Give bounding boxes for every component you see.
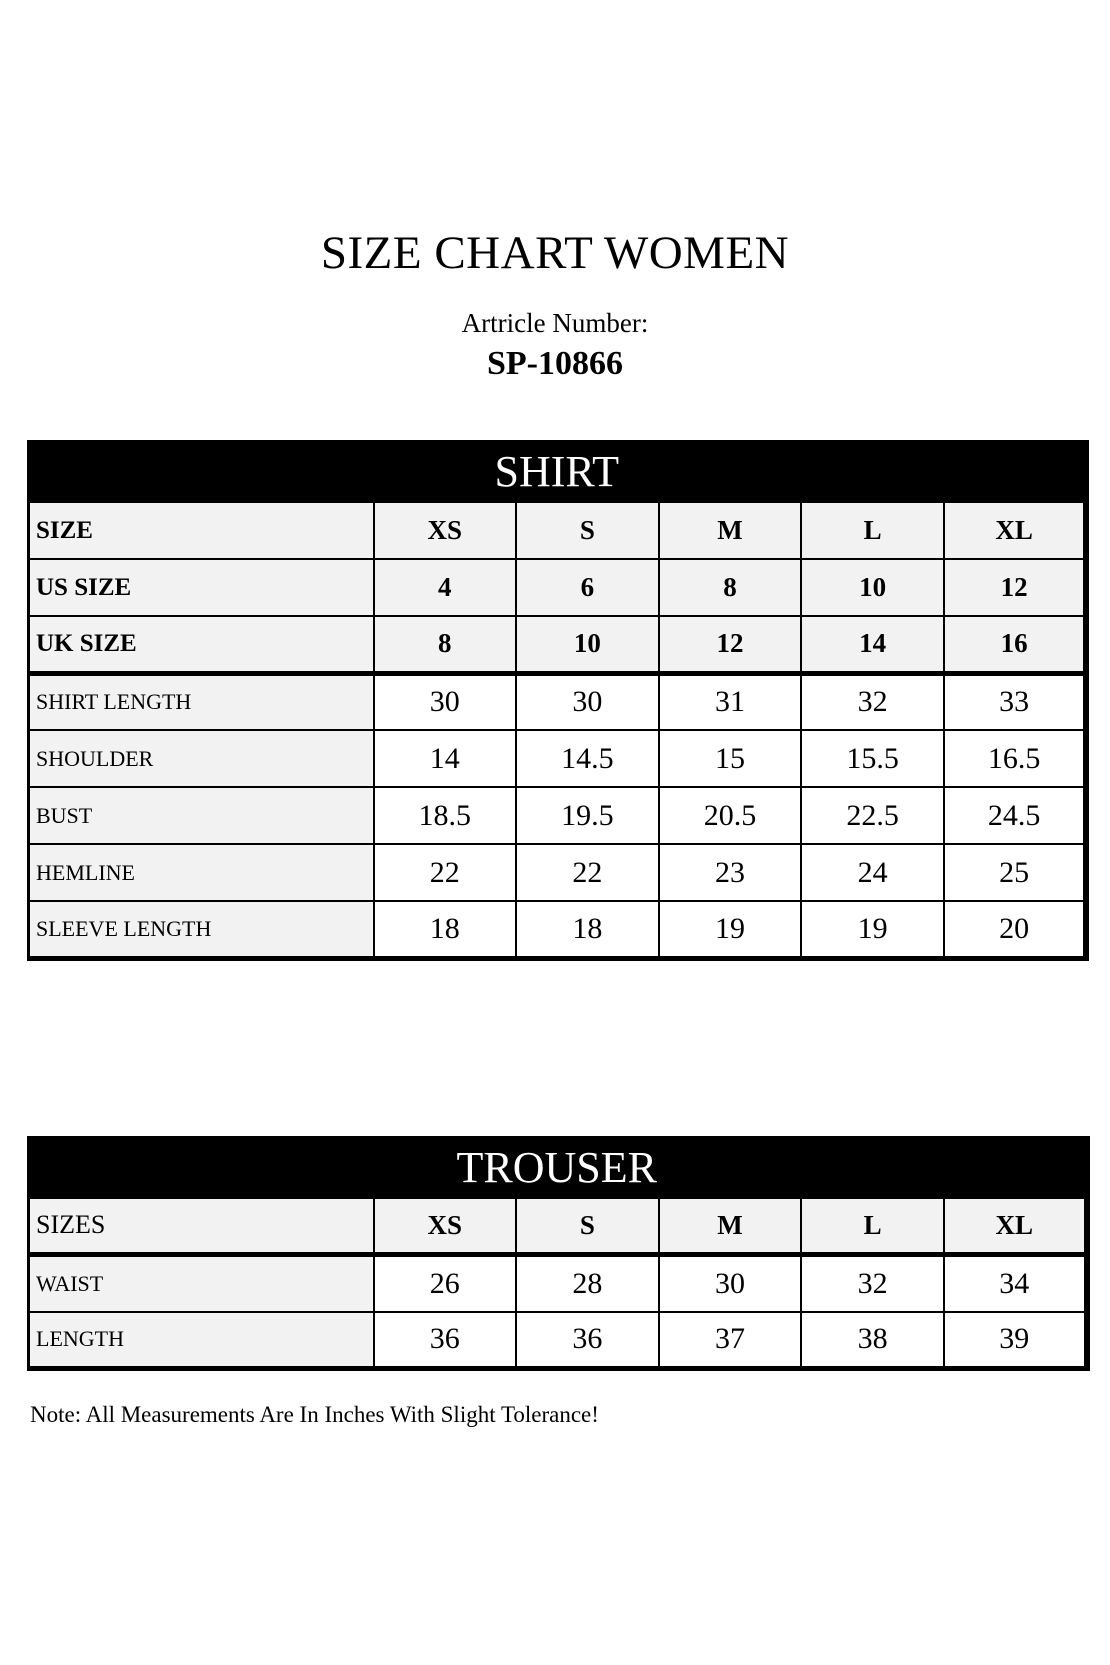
row-label: US SIZE	[29, 559, 374, 616]
row-label: SLEEVE LENGTH	[29, 901, 374, 958]
value-cell: 24	[801, 844, 944, 901]
value-cell: 30	[374, 673, 517, 730]
value-cell: 12	[944, 559, 1087, 616]
sleeve-length-row	[29, 901, 1087, 958]
value-cell: 18	[374, 901, 517, 958]
shirt-table-title: SHIRT	[29, 441, 1087, 502]
shirt-size-header-row	[29, 502, 1087, 559]
value-cell: 8	[659, 559, 802, 616]
value-cell: 39	[944, 1312, 1087, 1369]
row-label: WAIST	[29, 1255, 374, 1312]
value-cell: 28	[516, 1255, 659, 1312]
value-cell: 20	[944, 901, 1087, 958]
value-cell: 22	[516, 844, 659, 901]
value-cell: 22.5	[801, 787, 944, 844]
bust-row	[29, 787, 1087, 844]
value-cell: 8	[374, 616, 517, 673]
page-title: SIZE CHART WOMEN	[320, 227, 790, 279]
value-cell: 18.5	[374, 787, 517, 844]
value-cell: 19.5	[516, 787, 659, 844]
value-cell: 31	[659, 673, 802, 730]
value-cell: 15.5	[801, 730, 944, 787]
value-cell: XL	[944, 502, 1087, 559]
value-cell: XL	[944, 1198, 1087, 1255]
length-row	[29, 1312, 1087, 1369]
row-label: LENGTH	[29, 1312, 374, 1369]
value-cell: 37	[659, 1312, 802, 1369]
value-cell: 18	[516, 901, 659, 958]
value-cell: XS	[374, 1198, 517, 1255]
value-cell: 30	[659, 1255, 802, 1312]
value-cell: 14.5	[516, 730, 659, 787]
value-cell: XS	[374, 502, 517, 559]
value-cell: 10	[516, 616, 659, 673]
trouser-table-title: TROUSER	[29, 1137, 1087, 1198]
value-cell: 10	[801, 559, 944, 616]
value-cell: 33	[944, 673, 1087, 730]
shirt-uk-size-row	[29, 616, 1087, 673]
value-cell: 32	[801, 673, 944, 730]
shirt-us-size-row	[29, 559, 1087, 616]
value-cell: 34	[944, 1255, 1087, 1312]
value-cell: 36	[516, 1312, 659, 1369]
row-label: SHOULDER	[29, 730, 374, 787]
value-cell: L	[801, 1198, 944, 1255]
value-cell: 12	[659, 616, 802, 673]
trouser-size-table	[27, 1136, 1090, 1372]
article-number-value: SP-10866	[487, 345, 623, 382]
value-cell: 23	[659, 844, 802, 901]
value-cell: 6	[516, 559, 659, 616]
value-cell: 25	[944, 844, 1087, 901]
shirt-table-band	[29, 441, 1087, 502]
value-cell: S	[516, 1198, 659, 1255]
value-cell: 38	[801, 1312, 944, 1369]
value-cell: 22	[374, 844, 517, 901]
row-label: HEMLINE	[29, 844, 374, 901]
value-cell: 19	[659, 901, 802, 958]
value-cell: 26	[374, 1255, 517, 1312]
waist-row	[29, 1255, 1087, 1312]
shoulder-row	[29, 730, 1087, 787]
trouser-table-band	[29, 1137, 1087, 1198]
row-label: UK SIZE	[29, 616, 374, 673]
value-cell: 14	[801, 616, 944, 673]
article-number-label: Artricle Number:	[461, 308, 649, 338]
value-cell: 32	[801, 1255, 944, 1312]
value-cell: 20.5	[659, 787, 802, 844]
value-cell: L	[801, 502, 944, 559]
value-cell: 4	[374, 559, 517, 616]
value-cell: 24.5	[944, 787, 1087, 844]
shirt-size-table	[27, 440, 1089, 961]
value-cell: M	[659, 1198, 802, 1255]
row-label: SHIRT LENGTH	[29, 673, 374, 730]
value-cell: 19	[801, 901, 944, 958]
value-cell: 36	[374, 1312, 517, 1369]
value-cell: M	[659, 502, 802, 559]
measurement-note: Note: All Measurements Are In Inches With Slight Tolerance!	[30, 1402, 599, 1427]
value-cell: S	[516, 502, 659, 559]
row-label: BUST	[29, 787, 374, 844]
value-cell: 16	[944, 616, 1087, 673]
value-cell: 30	[516, 673, 659, 730]
row-label: SIZES	[29, 1198, 374, 1255]
value-cell: 15	[659, 730, 802, 787]
value-cell: 16.5	[944, 730, 1087, 787]
hemline-row	[29, 844, 1087, 901]
shirt-length-row	[29, 673, 1087, 730]
row-label: SIZE	[29, 502, 374, 559]
trouser-sizes-row	[29, 1198, 1087, 1255]
value-cell: 14	[374, 730, 517, 787]
